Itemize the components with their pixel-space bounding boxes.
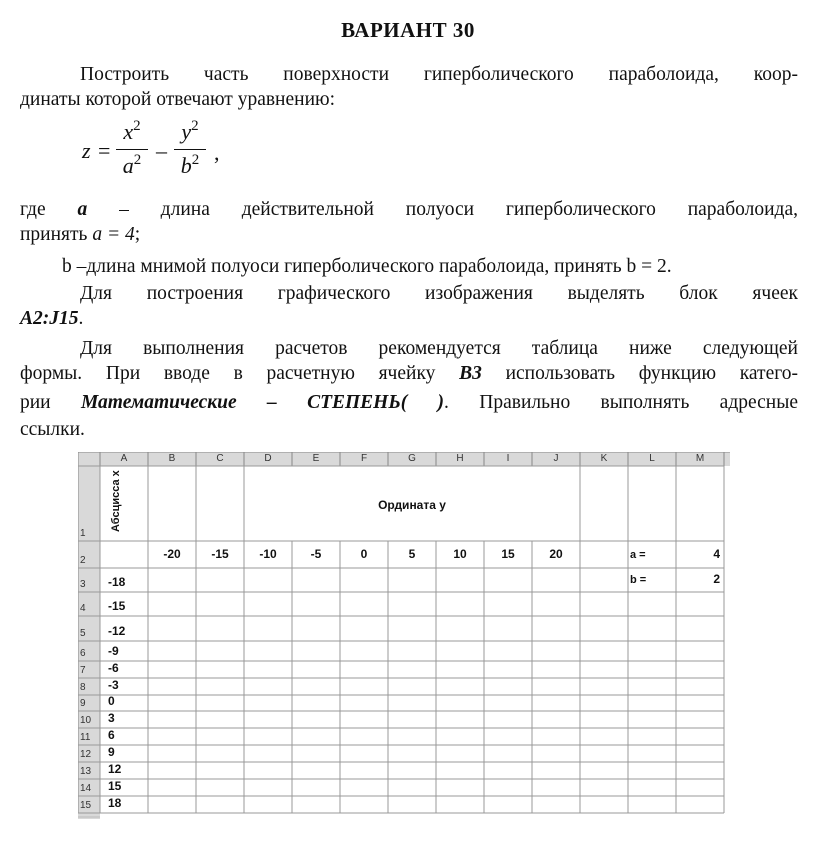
row-header-3: 3: [80, 579, 86, 590]
paragraph-3-line-2: A2:J15.: [20, 308, 84, 329]
row-header-8: 8: [80, 682, 86, 693]
equation-equals: =: [98, 138, 111, 163]
column-header-f: F: [360, 453, 368, 464]
equation-minus: –: [156, 138, 167, 163]
ordinate-value: -5: [310, 547, 322, 561]
row-header-11: 11: [80, 732, 91, 743]
row-header-6: 6: [80, 648, 86, 659]
abscissa-value: -18: [108, 575, 126, 589]
power-a: 2: [133, 152, 142, 168]
column-header-i: I: [506, 453, 510, 464]
paragraph-3-line-1: Для построения графического изображения выделять блок ячеек: [80, 283, 798, 304]
equation-comma: ,: [214, 140, 220, 165]
power-y: 2: [191, 118, 199, 134]
column-header-m: M: [695, 453, 705, 464]
row-header-4: 4: [80, 603, 86, 614]
column-header-k: K: [600, 453, 608, 464]
column-header-g: G: [408, 453, 416, 464]
abscissa-value: -6: [108, 661, 119, 675]
column-header-d: D: [264, 453, 272, 464]
paragraph-2-line-1: где a – длина действительной полуоси гиперболического параболоида,: [20, 199, 798, 220]
spreadsheet: [78, 452, 738, 824]
a-equals-4: a = 4: [92, 224, 135, 245]
row-header-10: 10: [80, 715, 92, 726]
function-name: Математические – СТЕПЕНЬ( ): [80, 392, 445, 413]
row-header-12: 12: [80, 749, 92, 760]
row-header-14: 14: [80, 783, 92, 794]
numerator-x: x: [123, 119, 134, 144]
ordinate-value: -15: [211, 547, 229, 561]
row-header-9: 9: [80, 698, 86, 709]
param-a-label: a =: [630, 549, 646, 561]
abscissa-value: 9: [108, 745, 115, 759]
row-header-7: 7: [80, 665, 86, 676]
ordinate-value: 20: [549, 547, 563, 561]
abscissa-value: 15: [108, 779, 122, 793]
abscissa-value: -9: [108, 644, 119, 658]
abscissa-value: -12: [108, 624, 126, 638]
abscissa-value: 12: [108, 762, 122, 776]
abscissa-value: -15: [108, 599, 126, 613]
row-header-1: 1: [80, 528, 86, 539]
abscissa-value: 18: [108, 796, 122, 810]
row-header-5: 5: [80, 628, 86, 639]
abscissa-value: -3: [108, 678, 119, 692]
block-range: A2:J15: [20, 308, 79, 329]
paragraph-4-line-2: формы. При вводе в расчетную ячейку B3 использовать функцию катего-: [20, 363, 798, 384]
denominator-a: a: [122, 153, 134, 178]
ordinate-value: 15: [501, 547, 515, 561]
abscissa-value: 6: [108, 728, 115, 742]
column-header-h: H: [456, 453, 464, 464]
ordinate-value: -10: [259, 547, 277, 561]
abscissa-value: 0: [108, 694, 115, 708]
ordinate-value: 5: [408, 547, 416, 561]
ordinate-label: Ордината y: [378, 498, 446, 512]
power-b: 2: [191, 152, 200, 168]
symbol-a: a: [77, 199, 88, 220]
equation-lhs: z: [82, 138, 91, 163]
row-header-13: 13: [80, 766, 92, 777]
param-b-label: b =: [630, 574, 647, 586]
paragraph-4-line-4: ссылки.: [20, 419, 85, 440]
param-b-value: 2: [713, 572, 720, 586]
numerator-y: y: [181, 119, 192, 144]
column-header-a: A: [120, 453, 128, 464]
column-header-b: B: [168, 453, 176, 464]
paragraph-1-line-2: динаты которой отвечают уравнению:: [20, 89, 335, 110]
row-header-2: 2: [80, 555, 86, 566]
abscissa-value: 3: [108, 711, 115, 725]
column-header-e: E: [312, 453, 320, 464]
ordinate-value: 10: [453, 547, 467, 561]
column-header-c: C: [216, 453, 224, 464]
paragraph-4-line-3: рии Математические – СТЕПЕНЬ( ). Правильно выполнять адресные: [20, 392, 798, 413]
column-header-j: J: [553, 453, 559, 464]
ordinate-value: 0: [360, 547, 368, 561]
ordinate-value: -20: [163, 547, 181, 561]
page-title: ВАРИАНТ 30: [341, 18, 475, 42]
denominator-b: b: [180, 153, 192, 178]
cell-ref-b3: B3: [459, 363, 482, 384]
param-a-value: 4: [713, 547, 720, 561]
row-header-15: 15: [80, 800, 92, 811]
paragraph-1-line-1: Построить часть поверхности гиперболического параболоида, коор-: [80, 64, 798, 85]
power-x: 2: [133, 118, 141, 134]
abscissa-label: Абсцисса x: [110, 470, 122, 532]
paragraph-2-line-3: b –длина мнимой полуоси гиперболического параболоида, принять b = 2.: [62, 256, 672, 277]
column-header-l: L: [649, 453, 655, 464]
paragraph-2-line-2: принять a = 4;: [20, 224, 141, 245]
paragraph-4-line-1: Для выполнения расчетов рекомендуется таблица ниже следующей: [80, 338, 798, 359]
